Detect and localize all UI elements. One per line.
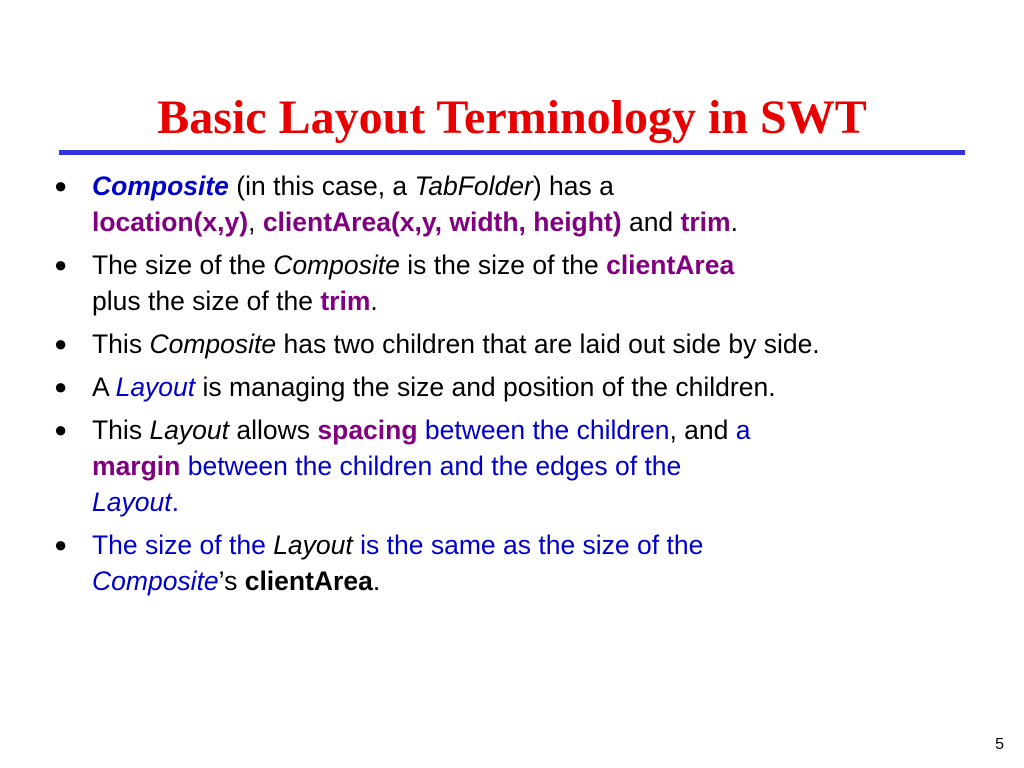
text-run: This (92, 415, 150, 445)
keyword-composite: Composite (273, 250, 400, 280)
slide-title: Basic Layout Terminology in SWT (157, 91, 867, 144)
keyword-trim: trim (320, 286, 371, 316)
keyword-clientarea: clientArea (606, 250, 735, 280)
text-run: is the size of the (399, 250, 607, 280)
page-number: 5 (995, 736, 1004, 753)
bullet-dot-icon: ● (54, 374, 68, 399)
bullet-dot-icon: ● (54, 173, 68, 198)
bullet-dot-icon: ● (54, 331, 68, 356)
keyword-tabfolder: TabFolder (414, 171, 533, 201)
bullet-dot-icon: ● (54, 252, 68, 277)
text-run: , and (669, 415, 736, 445)
text-run: has two children that are laid out side by side. (276, 329, 820, 359)
bullet-item (40, 326, 980, 362)
text-run: ’s (218, 566, 245, 596)
text-run: . (370, 286, 378, 316)
bullet-item (40, 168, 980, 240)
text-run: and (621, 207, 681, 237)
bullet-item (40, 247, 980, 319)
keyword-composite: Composite (149, 329, 277, 359)
bullet-list (40, 168, 980, 606)
text-run: A (92, 372, 116, 402)
bullet-dot-icon: ● (54, 417, 68, 442)
text-run: . (730, 207, 738, 237)
bullet-item (40, 412, 980, 520)
text-run: ) has a (532, 171, 614, 201)
bullet-item (40, 369, 980, 405)
keyword-layout: Layout (149, 415, 230, 445)
text-run: The size of the (92, 530, 274, 560)
keyword-layout: Layout (92, 487, 172, 517)
bullet-dot-icon: ● (54, 532, 68, 557)
keyword-composite: Composite (92, 171, 229, 201)
text-run: is the same as the size of the (352, 530, 704, 560)
text-run: . (372, 566, 381, 596)
text-run: plus the size of the (92, 286, 321, 316)
keyword-composite: Composite (92, 566, 219, 596)
keyword-trim: trim (680, 207, 731, 237)
keyword-clientarea: clientArea (244, 566, 373, 596)
text-run: This (92, 329, 150, 359)
text-run: (in this case, a (228, 171, 415, 201)
bullet-item (40, 527, 980, 599)
text-run: . (171, 487, 179, 517)
text-run: between the children and the edges of the (180, 451, 682, 481)
text-run: , (248, 207, 263, 237)
text-run: a (735, 415, 751, 445)
keyword-layout: Layout (273, 530, 353, 560)
keyword-spacing: spacing (317, 415, 418, 445)
text-run: The size of the (92, 250, 274, 280)
keyword-location: location(x,y) (92, 207, 249, 237)
title-underline (59, 150, 965, 155)
keyword-clientarea: clientArea(x,y, width, height) (262, 207, 622, 237)
text-run: allows (229, 415, 318, 445)
keyword-margin: margin (92, 451, 181, 481)
text-run: between the children (417, 415, 670, 445)
text-run: is managing the size and position of the children. (195, 372, 776, 402)
keyword-layout: Layout (115, 372, 196, 402)
